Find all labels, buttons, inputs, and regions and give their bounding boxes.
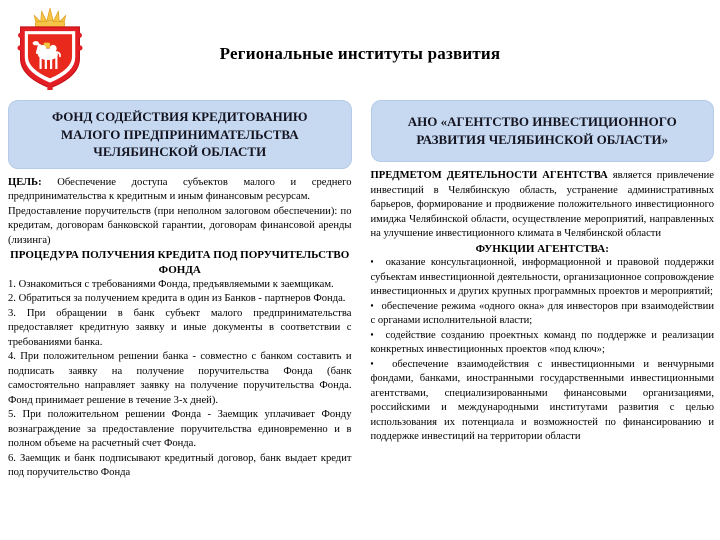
column-investment-agency xyxy=(371,100,715,481)
goal-paragraph xyxy=(8,176,352,205)
goal-label: ЦЕЛЬ: xyxy=(8,176,42,188)
credit-fund-body xyxy=(8,176,352,481)
list-item xyxy=(371,358,715,445)
bullet-text: обеспечение взаимодействия с инвестиционными и венчурными фондами, банками, иностранными государственными инвестиционными агентствами, специализированными финансовыми организациями, российскими и международными институтами развития с целью использования их потенциала и возможностей по финансированию и поддержке инвестиций на территории области xyxy=(370,358,715,443)
guarantee-paragraph: Предоставление поручительств (при неполном залоговом обеспечении): по кредитам, договорам банковской гарантии, договорам финансовой аренды (лизинга) xyxy=(8,205,352,246)
subject-paragraph xyxy=(371,169,715,242)
list-item: 4. При положительном решении банка - совместно с банком составить и подписать заявку на получение поручительства Фонда (банк самостоятельно направляет заявку на получение поручительства Фонда. Фонд принимает решение в течение 3-х дней). xyxy=(8,351,352,406)
list-item xyxy=(371,300,715,329)
bullet-text: содействие созданию проектных команд по поддержке и реализации конкретных инвестиционных проектов «под ключ»; xyxy=(370,329,714,356)
list-item xyxy=(371,256,715,300)
bullet-text: обеспечение режима «одного окна» для инвесторов при взаимодействии с органами исполнительной власти; xyxy=(370,300,714,327)
two-column-layout xyxy=(8,100,714,481)
list-item: 2. Обратиться за получением кредита в один из Банков - партнеров Фонда. xyxy=(8,293,346,305)
subject-label: ПРЕДМЕТОМ ДЕЯТЕЛЬНОСТИ АГЕНТСТВА xyxy=(370,170,608,181)
page-title: Региональные институты развития xyxy=(219,44,501,63)
investment-agency-body xyxy=(371,169,715,445)
functions-title: ФУНКЦИИ АГЕНТСТВА: xyxy=(475,242,609,255)
procedure-title: ПРОЦЕДУРА ПОЛУЧЕНИЯ КРЕДИТА ПОД ПОРУЧИТЕЛЬСТВО ФОНДА xyxy=(10,249,350,276)
list-item xyxy=(371,329,715,358)
bullet-square-icon: ▪ xyxy=(370,328,377,339)
bullet-square-icon: ▪ xyxy=(370,299,375,310)
bullet-square-icon: ▪ xyxy=(370,357,380,368)
list-item: 5. При положительном решении Фонда - Заемщик уплачивает Фонду вознаграждение за предоставление поручительства единовременно и в полном объеме на расчетный счет Фонда. xyxy=(8,409,352,450)
investment-agency-header: АНО «АГЕНТСТВО ИНВЕСТИЦИОННОГО РАЗВИТИЯ ЧЕЛЯБИНСКОЙ ОБЛАСТИ» xyxy=(371,100,715,162)
list-item: 3. При обращении в банк субъект малого предпринимательства предоставляет кредитную заявку и иные документы в соответствии с требованиями банка. xyxy=(8,307,352,348)
bullet-text: оказание консультационной, информационной и правовой поддержки субъектам инвестиционной деятельности, организационное сопровождение инвестиционных и других крупных программных проектов и мероприятий; xyxy=(370,257,715,298)
list-item: 6. Заемщик и банк подписывают кредитный договор, банк выдает кредит под поручительство Фонда xyxy=(8,452,352,479)
crown-icon xyxy=(34,8,66,27)
column-credit-fund xyxy=(8,100,352,481)
goal-text: Обеспечение доступа субъектов малого и среднего предпринимательства к кредитным и иным финансовым ресурсам. xyxy=(8,176,352,203)
list-item: 1. Ознакомиться с требованиями Фонда, предъявляемыми к заемщикам. xyxy=(8,278,334,290)
credit-fund-header: ФОНД СОДЕЙСТВИЯ КРЕДИТОВАНИЮ МАЛОГО ПРЕДПРИНИМАТЕЛЬСТВА ЧЕЛЯБИНСКОЙ ОБЛАСТИ xyxy=(8,100,352,169)
bullet-square-icon: ▪ xyxy=(370,256,377,267)
subject-text: является привлечение инвестиций в Челябинскую область, устранение административных барьеров, формирование и продвижение положительного инвестиционного имиджа Челябинской области, осуществление мероприятий, направленных на улучшение инвестиционного климата в Челябинской области xyxy=(370,170,714,239)
